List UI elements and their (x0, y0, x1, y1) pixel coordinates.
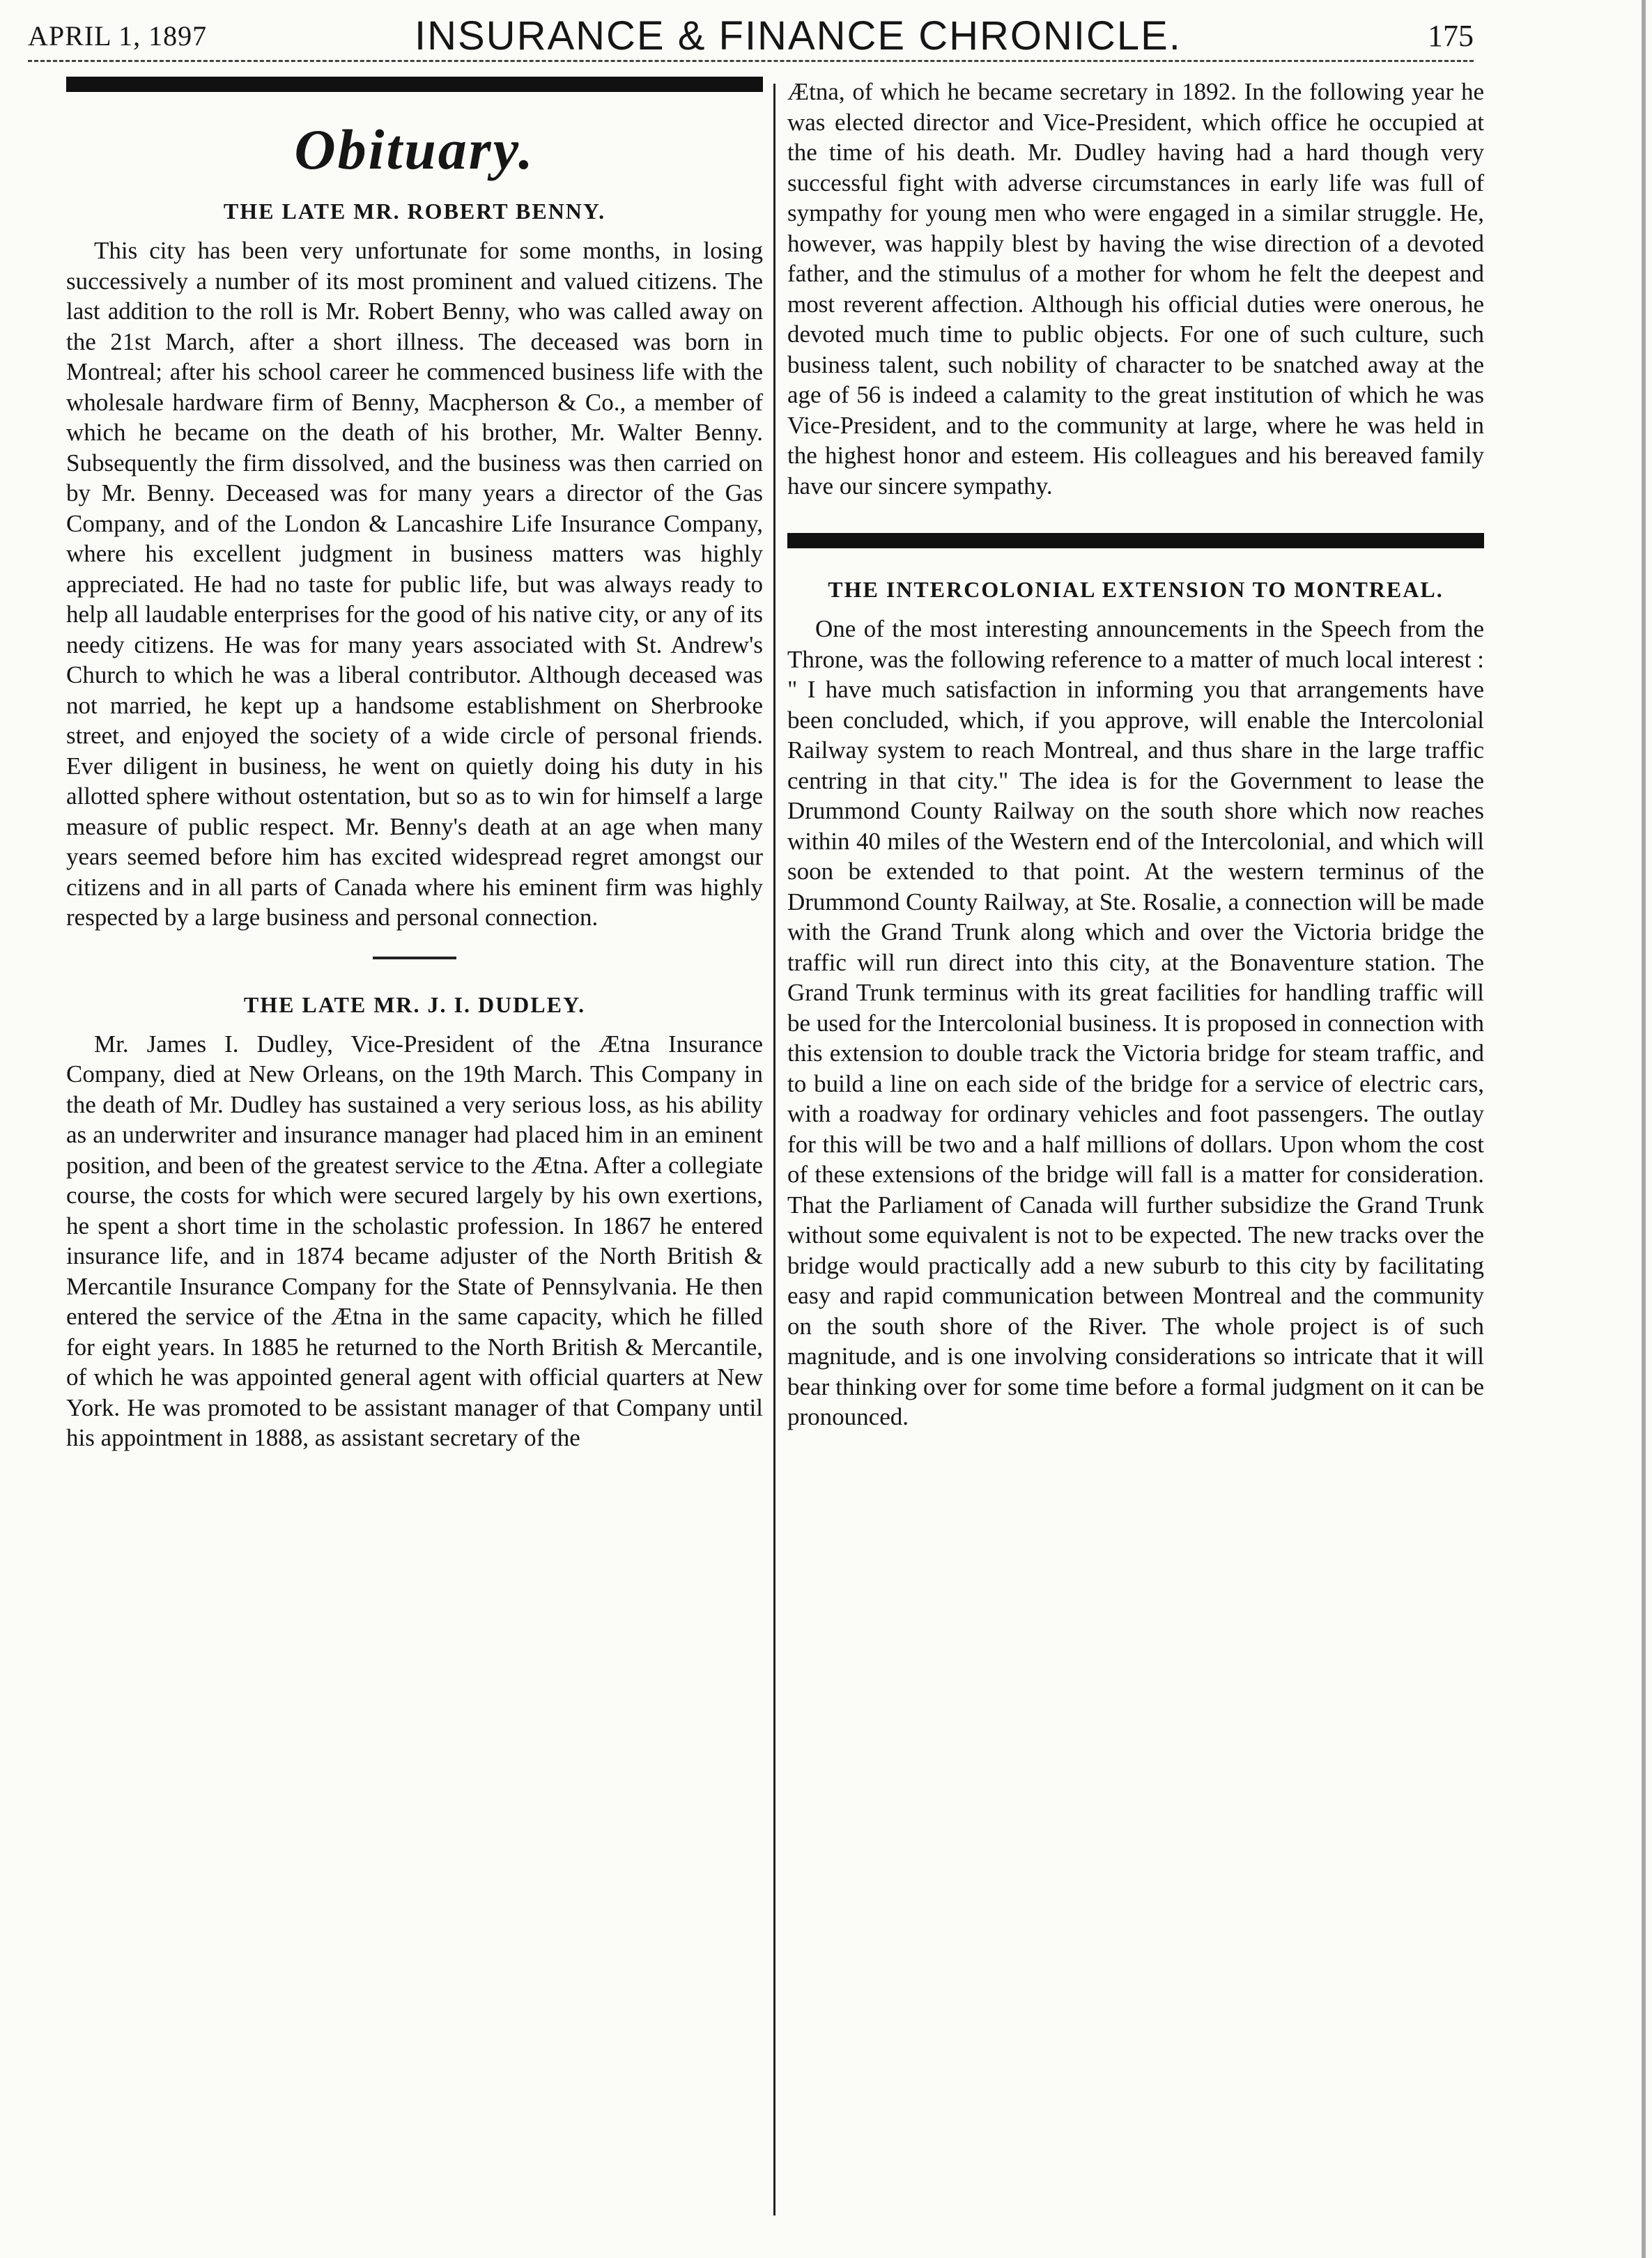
article-body-dudley-part2: Ætna, of which he became secretary in 1892. In the following year he was elected director and Vice-President, which office he occupied at the time of his death. Mr. Dudley having had a hard though very successful fight with adverse circumstances in early life was full of sympathy for young men who were engaged in a similar struggle. He, however, was happily blest by having the wise direction of a devoted father, and the stimulus of a mother for whom he felt the deepest and most reverent affection. Although his official duties were onerous, he devoted much time to public objects. For one of such culture, such business talent, such nobility of character to be snatched away at the age of 56 is indeed a calamity to the great institution of which he was Vice-President, and to the community at large, where he was held in the highest honor and esteem. His colleagues and his bereaved family have our sincere sympathy. (787, 78, 1484, 500)
article-separator (373, 957, 456, 959)
column-divider (773, 84, 775, 2216)
left-column (66, 77, 763, 1453)
article-heading-benny: THE LATE MR. ROBERT BENNY. (223, 199, 606, 224)
section-rule (66, 77, 763, 92)
article-body-intercolonial: One of the most interesting announcements in the Speech from the Throne, was the following reference to a matter of much local interest : " I have much satisfaction in informing you that arrangements have been concluded, which, if you approve, will enable the Intercolonial Railway system to reach Montreal, and thus share in the large traffic centring in that city." The idea is for the Government to lease the Drummond County Railway on the south shore which now reaches within 40 miles of the Western end of the Intercolonial, and which will soon be extended to that point. At the western terminus of the Drummond County Railway, at Ste. Rosalie, a connection will be made with the Grand Trunk along which and over the Victoria bridge the traffic will run direct into this city, at the Bonaventure station. The Grand Trunk terminus with its great facilities for handling traffic will be used for the Intercolonial business. It is proposed in connection with this extension to double track the Victoria bridge for steam traffic, and to build a line on each side of the bridge for a service of electric cars, with a roadway for ordinary vehicles and foot passengers. The outlay for this will be two and a half millions of dollars. Upon whom the cost of these extensions of the bridge will fall is a matter for consideration. That the Parliament of Canada will further subsidize the Grand Trunk without some equivalent is not to be expected. The new tracks over the bridge would practically add a new suburb to this city by facilitating easy and rapid communication between Montreal and the community on the south shore of the River. The whole project is of such magnitude, and is one involving considerations so intricate that it will bear thinking over for some time before a formal judgment on it can be pronounced. (787, 615, 1484, 1430)
article-heading-intercolonial: THE INTERCOLONIAL EXTENSION TO MONTREAL. (828, 577, 1444, 602)
publication-title: INSURANCE & FINANCE CHRONICLE. (415, 13, 1182, 59)
page-edge (1642, 0, 1646, 2258)
section-title: Obituary. (294, 118, 535, 181)
article-heading-dudley: THE LATE MR. J. I. DUDLEY. (243, 991, 586, 1017)
page-number: 175 (1428, 19, 1474, 53)
right-column (787, 77, 1484, 1432)
section-rule-2 (787, 533, 1484, 548)
issue-date: APRIL 1, 1897 (28, 20, 208, 52)
masthead (28, 10, 1474, 59)
article-body-benny: This city has been very unfortunate for some months, in losing successively a number of its most prominent and valued citizens. The last addition to the roll is Mr. Robert Benny, who was called away on the 21st March, after a short illness. The deceased was born in Montreal; after his school career he commenced business life with the wholesale hardware firm of Benny, Macpherson & Co., a member of which he became on the death of his brother, Mr. Walter Benny. Subsequently the firm dissolved, and the business was then carried on by Mr. Benny. Deceased was for many years a director of the Gas Company, and of the London & Lancashire Life Insurance Company, where his excellent judgment in business matters was highly appreciated. He had no taste for public life, but was always ready to help all laudable enterprises for the good of his native city, or any of its needy citizens. He was for many years associated with St. Andrew's Church to which he was a liberal contributor. Although deceased was not married, he kept up a handsome establishment on Sherbrooke street, and enjoyed the society of a wide circle of personal friends. Ever diligent in business, he went on quietly doing his duty in his allotted sphere without ostentation, but so as to win for himself a large measure of public respect. Mr. Benny's death at an age when many years seemed before him has excited widespread regret amongst our citizens and in all parts of Canada where his eminent firm was highly respected by a large business and personal connection. (66, 237, 763, 931)
article-body-dudley-part1: Mr. James I. Dudley, Vice-President of the Ætna Insurance Company, died at New Orleans, on the 19th March. This Company in the death of Mr. Dudley has sustained a very serious loss, as his ability as an underwriter and insurance manager had placed him in an eminent position, and been of the greatest service to the Ætna. After a collegiate course, the costs for which were secured largely by his own exertions, he spent a short time in the scholastic profession. In 1867 he entered insurance life, and in 1874 became adjuster of the North British & Mercantile Insurance Company for the State of Pennsylvania. He then entered the service of the Ætna in the same capacity, which he filled for eight years. In 1885 he returned to the North British & Mercantile, of which he was appointed general agent with official quarters at New York. He was promoted to be assistant manager of that Company until his appointment in 1888, as assistant secretary of the (66, 1030, 763, 1451)
masthead-rule (28, 60, 1474, 62)
